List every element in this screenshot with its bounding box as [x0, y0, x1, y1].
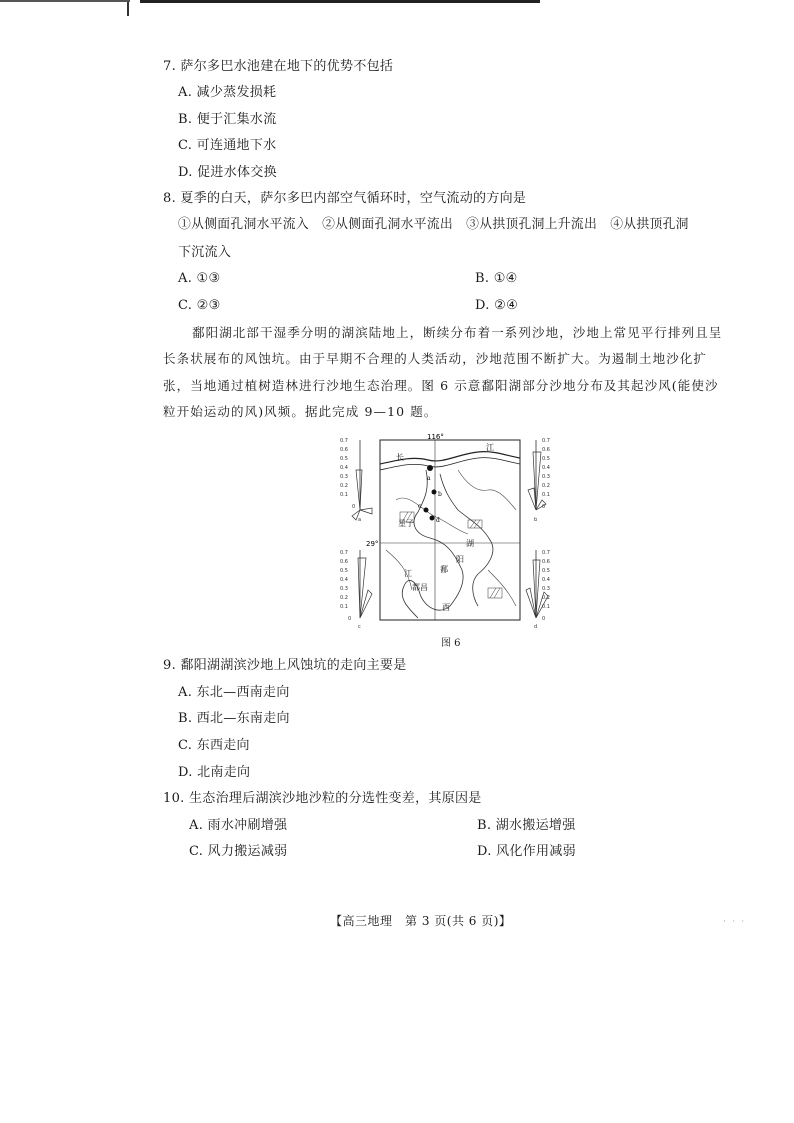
scan-edge-mark — [140, 0, 540, 3]
rose-d-label: d — [534, 624, 538, 630]
scan-edge-mark — [127, 2, 129, 16]
map-frame — [380, 440, 520, 620]
rose-b-label: b — [534, 517, 538, 523]
place-label: 西 — [442, 603, 450, 612]
rose-d-tick: 0.6 — [542, 559, 550, 565]
q8-statements: ①从侧面孔洞水平流入 ②从侧面孔洞水平流出 ③从拱顶孔洞上升流出 ④从拱顶孔洞 — [178, 217, 689, 232]
rose-b-tick: 0.7 — [542, 438, 550, 444]
rose-d-tick: 0.5 — [542, 568, 550, 574]
rose-d-tick: 0.4 — [542, 577, 550, 583]
rose-c-tick: 0.7 — [340, 550, 348, 556]
passage-line-2: 长条状展布的风蚀坑。由于早期不合理的人类活动，沙地范围不断扩大。为遏制土地沙化扩 — [163, 351, 708, 366]
point-d: d — [436, 517, 440, 524]
rose-a-tick: 0.1 — [340, 492, 348, 498]
rose-d-tick: 0 — [542, 616, 546, 622]
rose-a-tick: 0.6 — [340, 447, 348, 453]
rose-b-tick: 0.4 — [542, 465, 550, 471]
q10-option-c: C. 风力搬运减弱 — [189, 844, 288, 859]
rose-a-tick: 0.5 — [340, 456, 348, 462]
place-label: 江 — [404, 569, 412, 578]
figure-6-map — [338, 430, 556, 630]
rose-d-tick: 0.1 — [542, 604, 550, 610]
q10-option-a: A. 雨水冲刷增强 — [189, 818, 288, 833]
rose-b-tick: 0.5 — [542, 456, 550, 462]
rose-c-tick: 0.3 — [340, 586, 348, 592]
q7-option-c: C. 可连通地下水 — [178, 138, 277, 153]
rose-b-tick: 0.2 — [542, 483, 550, 489]
wind-rose-b — [528, 438, 550, 523]
q7-stem: 7. 萨尔多巴水池建在地下的优势不包括 — [163, 59, 394, 74]
q9-option-a: A. 东北—西南走向 — [178, 685, 290, 700]
rose-b-tick: 0.6 — [542, 447, 550, 453]
river-label: 长 — [396, 453, 404, 462]
lat-label: 29° — [366, 540, 379, 548]
page-footer: 【高三地理 第 3 页(共 6 页)】 — [330, 914, 512, 928]
q9-option-c: C. 东西走向 — [178, 738, 250, 753]
q9-option-b: B. 西北—东南走向 — [178, 711, 290, 726]
scan-noise: · · · — [723, 917, 746, 926]
q8-option-b: B. ①④ — [475, 271, 518, 286]
rose-d-tick: 0.7 — [542, 550, 550, 556]
q9-stem: 9. 鄱阳湖湖滨沙地上风蚀坑的走向主要是 — [163, 658, 407, 673]
rose-c-tick: 0.1 — [340, 604, 348, 610]
rose-c-tick: 0 — [348, 616, 352, 622]
rose-b-tick: 0 — [542, 504, 546, 510]
passage-line-1: 鄱阳湖北部干湿季分明的湖滨陆地上，断续分布着一系列沙地，沙地上常见平行排列且呈 — [192, 325, 723, 340]
passage-line-4: 粒开始运动的风)风频。据此完成 9—10 题。 — [163, 404, 438, 419]
q8-option-c: C. ②③ — [178, 298, 221, 313]
rose-b-tick: 0.1 — [542, 492, 550, 498]
q7-option-b: B. 便于汇集水流 — [178, 112, 277, 127]
rose-c-tick: 0.5 — [340, 568, 348, 574]
rose-a-tick: 0.7 — [340, 438, 348, 444]
rose-a-tick: 0.2 — [340, 483, 348, 489]
rose-d-tick: 0.3 — [542, 586, 550, 592]
place-label: 都昌 — [412, 583, 428, 592]
figure-caption: 图 6 — [441, 638, 461, 649]
lake-label: 湖 — [466, 539, 474, 548]
point-b: b — [438, 491, 442, 498]
rose-d-tick: 0.2 — [542, 595, 550, 601]
point-c: c — [418, 503, 422, 510]
rose-c-tick: 0.2 — [340, 595, 348, 601]
q10-option-d: D. 风化作用减弱 — [477, 844, 576, 859]
lon-label: 116° — [427, 433, 444, 441]
q10-stem: 10. 生态治理后湖滨沙地沙粒的分选性变差，其原因是 — [163, 791, 482, 806]
wind-rose-d — [526, 550, 550, 630]
rose-c-tick: 0.4 — [340, 577, 348, 583]
rose-c-label: c — [358, 624, 361, 630]
q7-option-d: D. 促进水体交换 — [178, 165, 277, 180]
rose-a-tick: 0.3 — [340, 474, 348, 480]
q7-option-a: A. 减少蒸发损耗 — [178, 85, 277, 100]
scan-edge-mark — [0, 0, 130, 2]
rose-a-tick: 0.4 — [340, 465, 348, 471]
q8-statements-cont: 下沉流入 — [178, 245, 232, 260]
q8-option-a: A. ①③ — [178, 271, 221, 286]
passage-line-3: 张，当地通过植树造林进行沙地生态治理。图 6 示意鄱阳湖部分沙地分布及其起沙风(能使沙 — [163, 378, 719, 393]
rose-a-tick: 0 — [352, 504, 356, 510]
place-label: 鄱 — [440, 565, 448, 574]
rose-c-tick: 0.6 — [340, 559, 348, 565]
map-figure — [338, 430, 556, 630]
rose-a-label: a — [358, 517, 362, 523]
point-a: a — [427, 475, 431, 482]
river-label: 江 — [486, 443, 494, 452]
place-label: 阳 — [456, 555, 464, 564]
q9-option-d: D. 北南走向 — [178, 765, 251, 780]
wind-rose-a — [340, 438, 372, 523]
q8-stem: 8. 夏季的白天，萨尔多巴内部空气循环时，空气流动的方向是 — [163, 191, 527, 206]
rose-b-tick: 0.3 — [542, 474, 550, 480]
place-label: 星子 — [398, 519, 414, 528]
wind-rose-c — [340, 550, 372, 630]
q10-option-b: B. 湖水搬运增强 — [477, 818, 576, 833]
q8-option-d: D. ②④ — [475, 298, 519, 313]
